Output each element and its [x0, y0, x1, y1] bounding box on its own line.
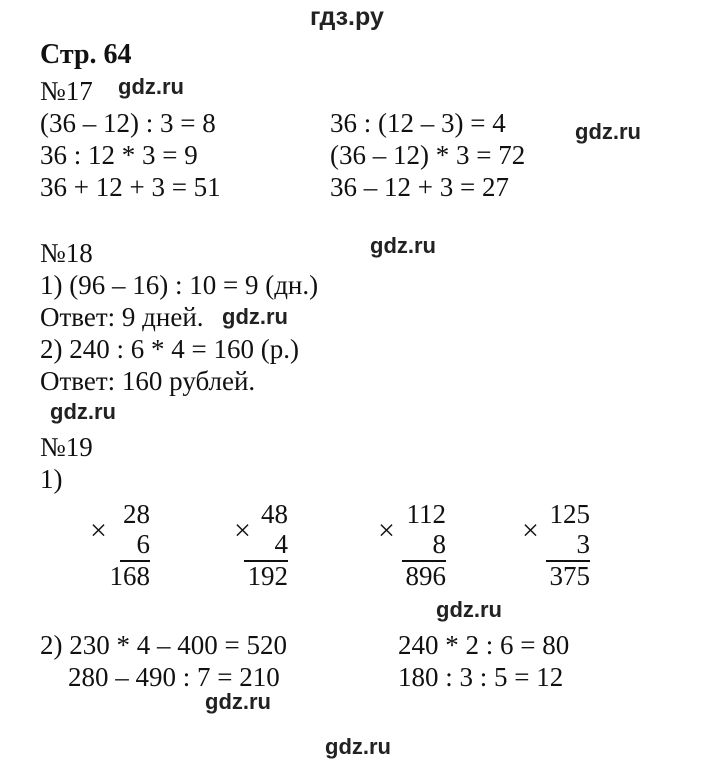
multiplicand: 125 [549, 499, 590, 529]
multiplier: 4 [274, 529, 288, 559]
product: 168 [109, 561, 150, 591]
watermark: gdz.ru [50, 399, 116, 424]
multiplicand: 48 [261, 499, 288, 529]
task18-number: №18 [40, 238, 93, 268]
task18-line-1: 1) (96 – 16) : 10 = 9 (дн.) [40, 270, 319, 300]
task19-part2-left-2: 280 – 490 : 7 = 210 [68, 662, 280, 692]
task17-number: №17 [40, 76, 93, 106]
task17-left-line-1: (36 – 12) : 3 = 8 [40, 108, 216, 138]
task18-line-2: Ответ: 9 дней. [40, 302, 204, 332]
product: 375 [549, 561, 590, 591]
task19-part2-right-1: 240 * 2 : 6 = 80 [398, 630, 570, 660]
task18-line-4: Ответ: 160 рублей. [40, 366, 256, 396]
product: 192 [247, 561, 288, 591]
multiply-sign: × [90, 514, 107, 547]
watermark: gdz.ru [205, 689, 271, 714]
multiply-sign: × [234, 514, 251, 547]
task19-part1-label: 1) [40, 464, 63, 494]
task17-left-line-3: 36 + 12 + 3 = 51 [40, 172, 221, 202]
task17-right-line-1: 36 : (12 – 3) = 4 [330, 108, 506, 138]
task19-number: №19 [40, 432, 93, 462]
site-header: гдз.ру [310, 3, 384, 31]
watermark: gdz.ru [118, 74, 184, 99]
column-multiplication [326, 500, 446, 590]
watermark: gdz.ru [575, 119, 641, 144]
column-multiplication [168, 500, 288, 590]
task17-left-line-2: 36 : 12 * 3 = 9 [40, 140, 198, 170]
task17-right-line-3: 36 – 12 + 3 = 27 [330, 172, 509, 202]
multiplicand: 28 [123, 499, 150, 529]
task18-line-3: 2) 240 : 6 * 4 = 160 (р.) [40, 334, 299, 364]
column-multiplication [470, 500, 590, 590]
multiply-sign: × [522, 514, 539, 547]
multiplicand: 112 [406, 499, 446, 529]
watermark: gdz.ru [325, 734, 391, 759]
multiplier: 8 [432, 529, 446, 559]
watermark: gdz.ru [436, 597, 502, 622]
task19-part2-left-1: 2) 230 * 4 – 400 = 520 [40, 630, 287, 660]
multiplier: 6 [136, 529, 150, 559]
watermark: gdz.ru [370, 233, 436, 258]
column-multiplication [30, 500, 150, 590]
watermark: gdz.ru [222, 304, 288, 329]
multiply-sign: × [378, 514, 395, 547]
page-title: Стр. 64 [40, 39, 132, 70]
task19-part2-right-2: 180 : 3 : 5 = 12 [398, 662, 564, 692]
product: 896 [405, 561, 446, 591]
task17-right-line-2: (36 – 12) * 3 = 72 [330, 140, 526, 170]
multiplier: 3 [576, 529, 590, 559]
